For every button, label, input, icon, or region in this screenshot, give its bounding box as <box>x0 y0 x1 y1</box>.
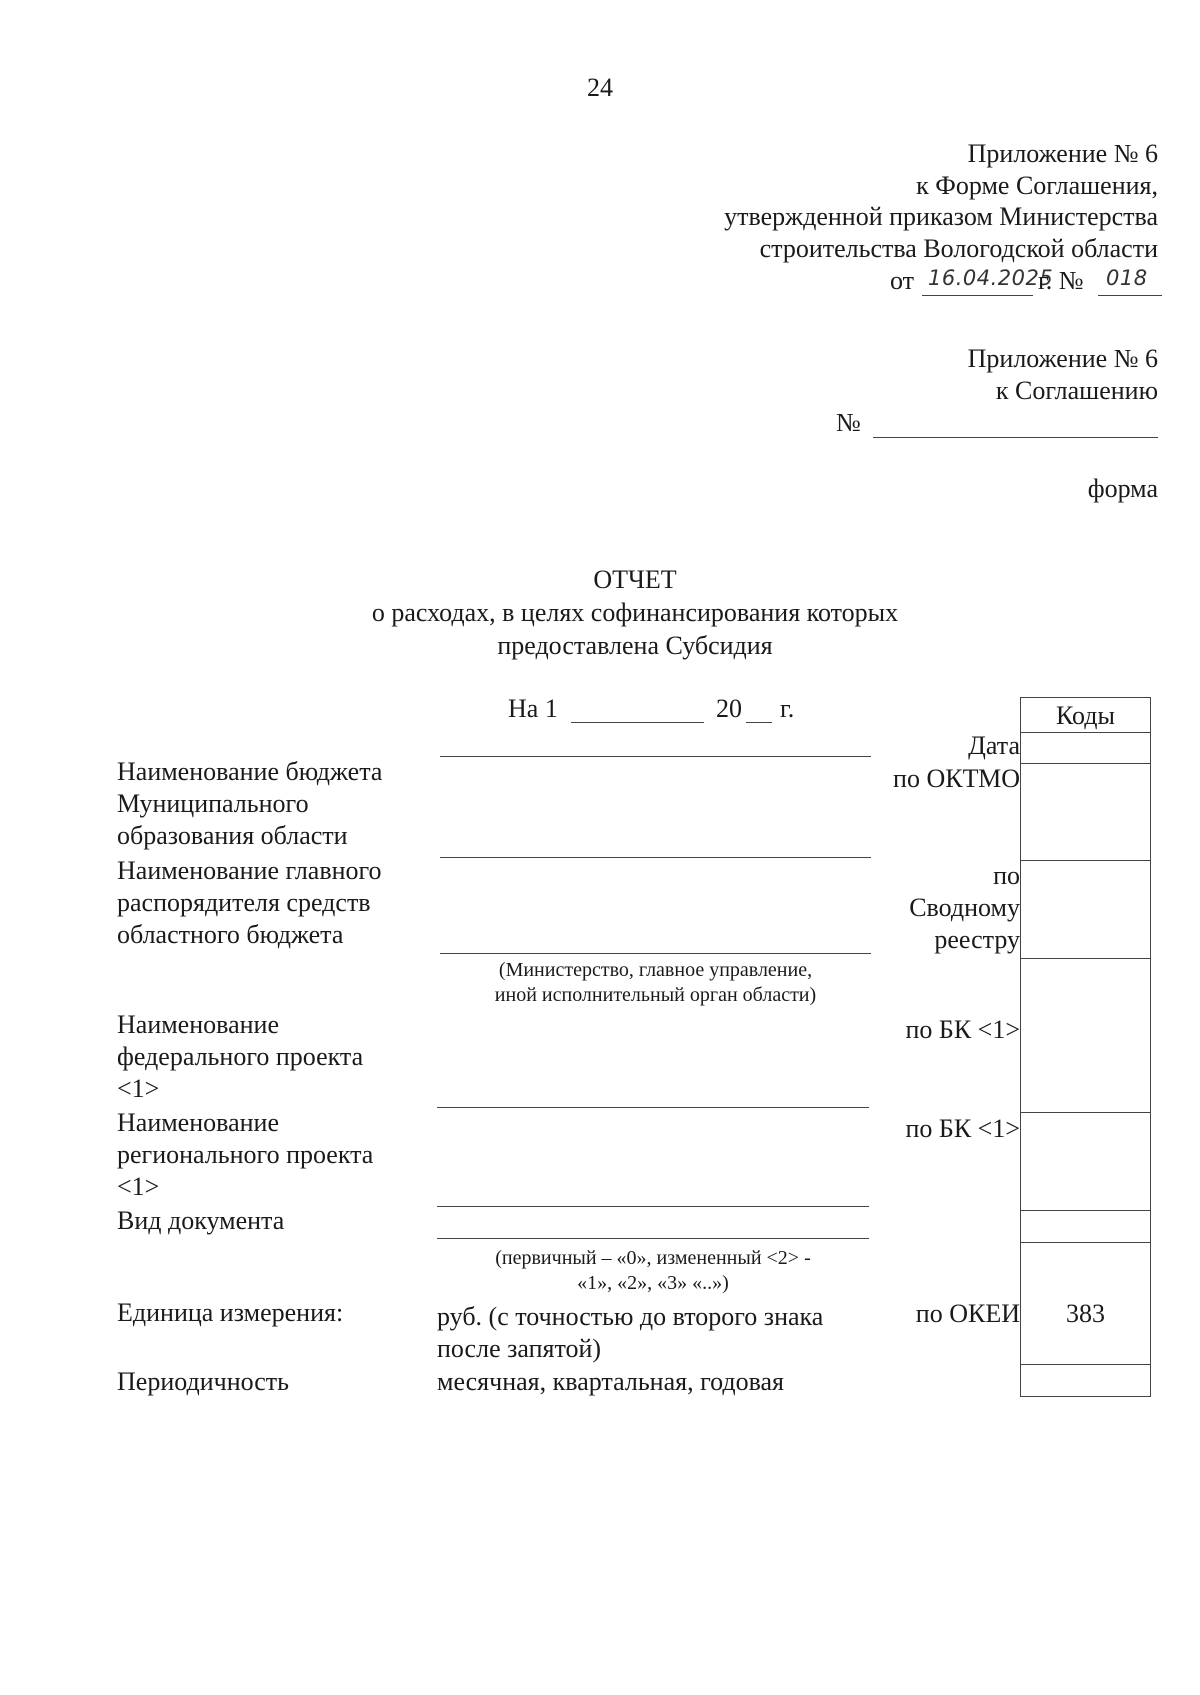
chief-manager-hint-line1: (Министерство, главное управление, <box>498 959 813 981</box>
code-label-registry-line1: по <box>993 861 1020 890</box>
unit-value-line2: после запятой) <box>437 1334 602 1363</box>
report-subtitle-line2: предоставлена Субсидия <box>497 631 773 660</box>
page-number: 24 <box>587 73 613 102</box>
periodicity-label: Периодичность <box>117 1367 290 1396</box>
handwritten-date: 16.04.2025 <box>928 266 1054 290</box>
doc-type-hint-line2: «1», «2», «3» «..») <box>577 1272 729 1294</box>
chief-manager-label-line1: Наименование главного <box>117 856 382 885</box>
codes-row-sep <box>1020 958 1151 959</box>
chief-manager-label-line3: областного бюджета <box>117 920 344 949</box>
regional-project-label-line2: регионального проекта <box>117 1140 374 1169</box>
chief-manager-label-line2: распорядителя средств <box>117 888 371 917</box>
code-label-bk2: по БК <1> <box>905 1114 1020 1143</box>
codes-row-sep <box>1020 763 1151 764</box>
chief-manager-hint-line2: иной исполнительный орган области) <box>494 984 817 1006</box>
code-label-date: Дата <box>968 731 1020 760</box>
agreement-header-line2: к Соглашению <box>995 376 1158 405</box>
codes-okei-value: 383 <box>1066 1299 1105 1328</box>
codes-table-left-border <box>1020 697 1021 1397</box>
code-label-okei: по ОКЕИ <box>915 1299 1020 1328</box>
federal-project-label-line2: федерального проекта <box>117 1042 364 1071</box>
regional-project-label-line1: Наименование <box>117 1108 279 1137</box>
appendix-header-line2: к Форме Соглашения, <box>916 171 1158 200</box>
budget-name-label-line2: Муниципального <box>117 789 309 818</box>
regional-project-label-line3: <1> <box>117 1172 160 1201</box>
code-label-oktmo: по ОКТМО <box>893 764 1020 793</box>
codes-row-sep <box>1020 1364 1151 1365</box>
federal-project-label-line1: Наименование <box>117 1010 279 1039</box>
doc-type-hint-line1: (первичный – «0», измененный <2> - <box>495 1247 811 1269</box>
agreement-number-label: № <box>836 408 861 437</box>
report-subtitle-line1: о расходах, в целях софинансирования которых <box>371 598 899 627</box>
number-prefix: г. № <box>1038 266 1084 295</box>
code-label-registry-line2: Сводному <box>909 893 1020 922</box>
codes-row-sep <box>1020 1242 1151 1243</box>
unit-value-line1: руб. (с точностью до второго знака <box>437 1302 824 1331</box>
codes-row-sep <box>1020 860 1151 861</box>
federal-project-label-line3: <1> <box>117 1074 160 1103</box>
report-title: ОТЧЕТ <box>593 565 677 594</box>
doc-type-label: Вид документа <box>117 1206 285 1235</box>
unit-label: Единица измерения: <box>117 1298 344 1327</box>
codes-header: Коды <box>1056 701 1115 730</box>
codes-row-sep <box>1020 1210 1151 1211</box>
budget-name-label-line3: образования области <box>117 821 348 850</box>
code-label-registry-line3: реестру <box>934 925 1020 954</box>
agreement-header-line1: Приложение № 6 <box>967 344 1158 373</box>
appendix-header-line1: Приложение № 6 <box>967 139 1158 168</box>
form-label: форма <box>1087 474 1158 503</box>
periodicity-value: месячная, квартальная, годовая <box>437 1367 785 1396</box>
date-prefix: от <box>890 266 915 295</box>
codes-table-top-border <box>1020 697 1151 698</box>
code-label-bk1: по БК <1> <box>905 1015 1020 1044</box>
codes-row-sep <box>1020 732 1151 733</box>
report-date-year-prefix: 20 <box>716 694 742 723</box>
appendix-header-line4: строительства Вологодской области <box>759 234 1158 263</box>
budget-name-label-line1: Наименование бюджета <box>117 757 383 786</box>
codes-table-bottom-border <box>1020 1396 1151 1397</box>
report-date-prefix: На 1 <box>508 694 558 723</box>
codes-table-right-border <box>1150 697 1151 1397</box>
codes-row-sep <box>1020 1112 1151 1113</box>
handwritten-number: 018 <box>1106 266 1148 290</box>
appendix-header-line3: утвержденной приказом Министерства <box>724 202 1158 231</box>
report-date-suffix: г. <box>780 694 795 723</box>
